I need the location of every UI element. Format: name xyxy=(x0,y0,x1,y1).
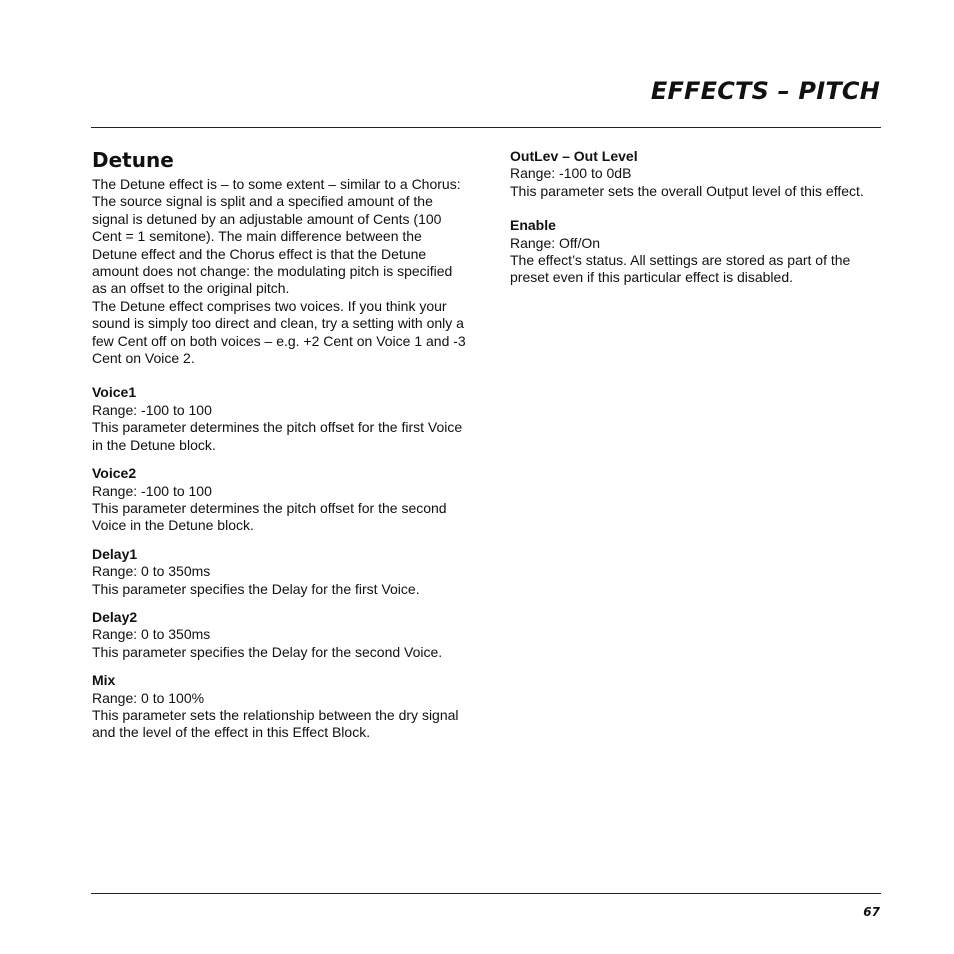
parameter-description: This parameter determines the pitch offset for the first Voice in the Detune block. xyxy=(92,419,463,453)
section-heading: Detune xyxy=(92,148,174,172)
parameter-block-mix xyxy=(92,672,467,742)
parameter-block-outlev xyxy=(510,148,885,200)
parameter-name: Mix xyxy=(92,672,116,689)
parameter-name: Delay2 xyxy=(92,608,138,625)
intro-paragraph: The Detune effect comprises two voices. If you think your sound is simply too direct and clean, try a setting with only a few Cent off on both voices – e.g. +2 Cent on Voice 1 and -3 Cent on Voice 2. xyxy=(92,297,466,367)
intro-paragraph: The Detune effect is – to some extent – similar to a Chorus: The source signal is split and a specified amount of the signal is detuned by an adjustable amount of Cents (100 Cent = 1 semitone). The main difference between the Detune effect and the Chorus effect is that the Detune amount does not change: the modulating pitch is specified as an offset to the original pitch. xyxy=(92,176,461,297)
parameter-name: Voice1 xyxy=(92,384,137,401)
header-rule xyxy=(91,127,881,128)
page-number: 67 xyxy=(863,905,880,919)
parameter-description: This parameter specifies the Delay for the second Voice. xyxy=(92,643,443,660)
parameter-block-voice1 xyxy=(92,384,467,454)
section-intro xyxy=(92,176,467,367)
parameter-block-delay2 xyxy=(92,609,467,661)
page-header-title: EFFECTS – PITCH xyxy=(650,77,880,105)
parameter-description: The effect’s status. All settings are stored as part of the preset even if this particular effect is disabled. xyxy=(510,252,851,286)
parameter-range: Range: -100 to 100 xyxy=(92,401,212,418)
left-column xyxy=(92,148,467,753)
parameter-block-enable xyxy=(510,217,885,287)
parameter-range: Range: 0 to 350ms xyxy=(92,563,211,580)
parameter-range: Range: -100 to 100 xyxy=(92,482,212,499)
parameter-description: This parameter specifies the Delay for the first Voice. xyxy=(92,580,420,597)
footer-rule xyxy=(91,893,881,894)
parameter-description: This parameter determines the pitch offset for the second Voice in the Detune block. xyxy=(92,499,447,534)
parameter-name: Delay1 xyxy=(92,545,138,562)
parameter-range: Range: -100 to 0dB xyxy=(510,165,632,182)
right-column xyxy=(510,148,885,304)
parameter-name: Enable xyxy=(510,217,556,234)
parameter-description: This parameter sets the overall Output level of this effect. xyxy=(510,182,864,199)
parameter-block-voice2 xyxy=(92,465,467,535)
parameter-name: OutLev – Out Level xyxy=(510,148,638,164)
parameter-range: Range: 0 to 100% xyxy=(92,689,205,706)
parameter-range: Range: 0 to 350ms xyxy=(92,626,211,643)
parameter-description: This parameter sets the relationship between the dry signal and the level of the effect in this Effect Block. xyxy=(92,706,459,741)
parameter-name: Voice2 xyxy=(92,465,137,482)
parameter-block-delay1 xyxy=(92,546,467,598)
parameter-range: Range: Off/On xyxy=(510,234,601,251)
